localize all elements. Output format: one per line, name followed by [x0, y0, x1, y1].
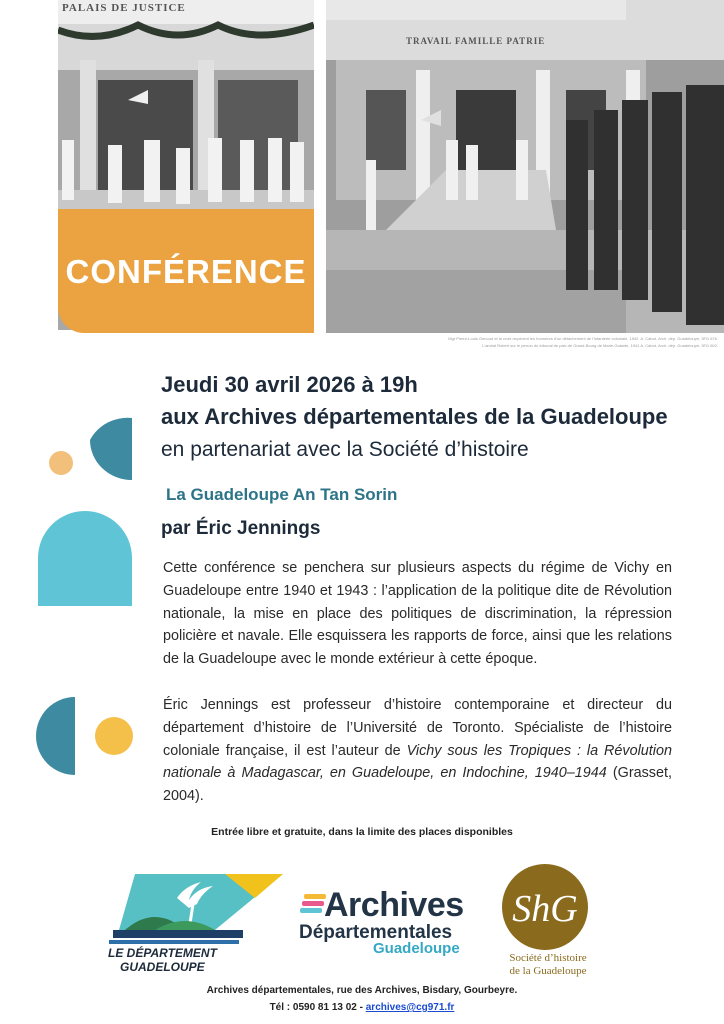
photo-parade: [326, 0, 724, 333]
teal-half-circle: [36, 697, 75, 775]
talk-title: La Guadeloupe An Tan Sorin: [166, 485, 398, 504]
departement-name: LE DÉPARTEMENT: [108, 946, 217, 960]
shg-logo: [501, 863, 589, 951]
decorative-shapes-top: [34, 410, 136, 610]
shg-name-line1: Société d’histoire: [509, 952, 587, 964]
shg-name-line2: de la Guadeloupe: [509, 965, 587, 977]
event-date: Jeudi 30 avril 2026 à 19h: [161, 372, 418, 397]
yellow-dot: [95, 717, 133, 755]
footer-contact: [0, 1002, 724, 1013]
entry-note: Entrée libre et gratuite, dans la limite des places disponibles: [211, 826, 513, 838]
photo-caption-1: Mgr Pierre-Louis Genoud et la croix reçoivent les honneurs d'un détachement de l'infanterie coloniale, 1942. A. Cabot, Arch. dép. Guadeloupe, 3Fi1 676.: [448, 336, 718, 341]
talk-speaker: par Éric Jennings: [161, 518, 321, 539]
decorative-shapes-bottom: [34, 695, 136, 779]
archives-wordmark: Archives: [324, 886, 464, 924]
shg-monogram: ShG: [512, 888, 578, 930]
photo-caption-2: L'amiral Robert sur le perron du tribunal de paix de Grand-Bourg de Marie-Galante, 1941 A. Cabot, Arch. dép. Guadeloupe, 3Fi1 602.: [482, 343, 718, 348]
parade-sign: TRAVAIL FAMILLE PATRIE: [406, 36, 546, 46]
departement-region: GUADELOUPE: [120, 960, 205, 974]
conference-banner: [58, 209, 314, 333]
archives-departementales: Départementales: [299, 922, 453, 943]
event-partner: en partenariat avec la Société d’histoire: [161, 438, 529, 461]
description-paragraph: Cette conférence se penchera sur plusieurs aspects du régime de Vichy en Guadeloupe entre 1940 et 1943 : l’application de la politique dite de Révolution nationale, la mise en place des politiques de discrimination, la répression policière et navale. Elle esquissera les rapports de force, ainsi que les relations de la Guadeloupe avec le monde extérieur à cette époque.: [163, 560, 672, 668]
bio-text-end: (Grasset, 2004).: [163, 765, 673, 805]
footer-address: Archives départementales, rue des Archives, Bisdary, Gourbeyre.: [206, 985, 518, 996]
speaker-bio-paragraph: [163, 694, 672, 808]
palais-sign: PALAIS DE JUSTICE: [62, 2, 186, 14]
light-blue-arch: [38, 511, 132, 606]
book-title: Vichy sous les Tropiques : la Révolution nationale à Madagascar, en Guadeloupe, en Indochine, 1940–1944: [163, 742, 672, 782]
footer-phone: Tél : 0590 81 13 02 -: [269, 1002, 366, 1013]
footer-email-link[interactable]: archives@cg971.fr: [365, 1002, 455, 1013]
peach-dot: [49, 451, 73, 475]
bio-text-start: Éric Jennings est professeur d’histoire contemporaine et directeur du département d’histoire de l’Université de Toronto. Spécialiste de l’histoire coloniale française, il est l’auteur de: [163, 697, 672, 759]
teal-half-moon: [90, 418, 132, 480]
conference-label: CONFÉRENCE: [65, 253, 307, 290]
event-venue: aux Archives départementales de la Guadeloupe: [161, 404, 668, 429]
archives-guadeloupe: Guadeloupe: [373, 940, 460, 957]
